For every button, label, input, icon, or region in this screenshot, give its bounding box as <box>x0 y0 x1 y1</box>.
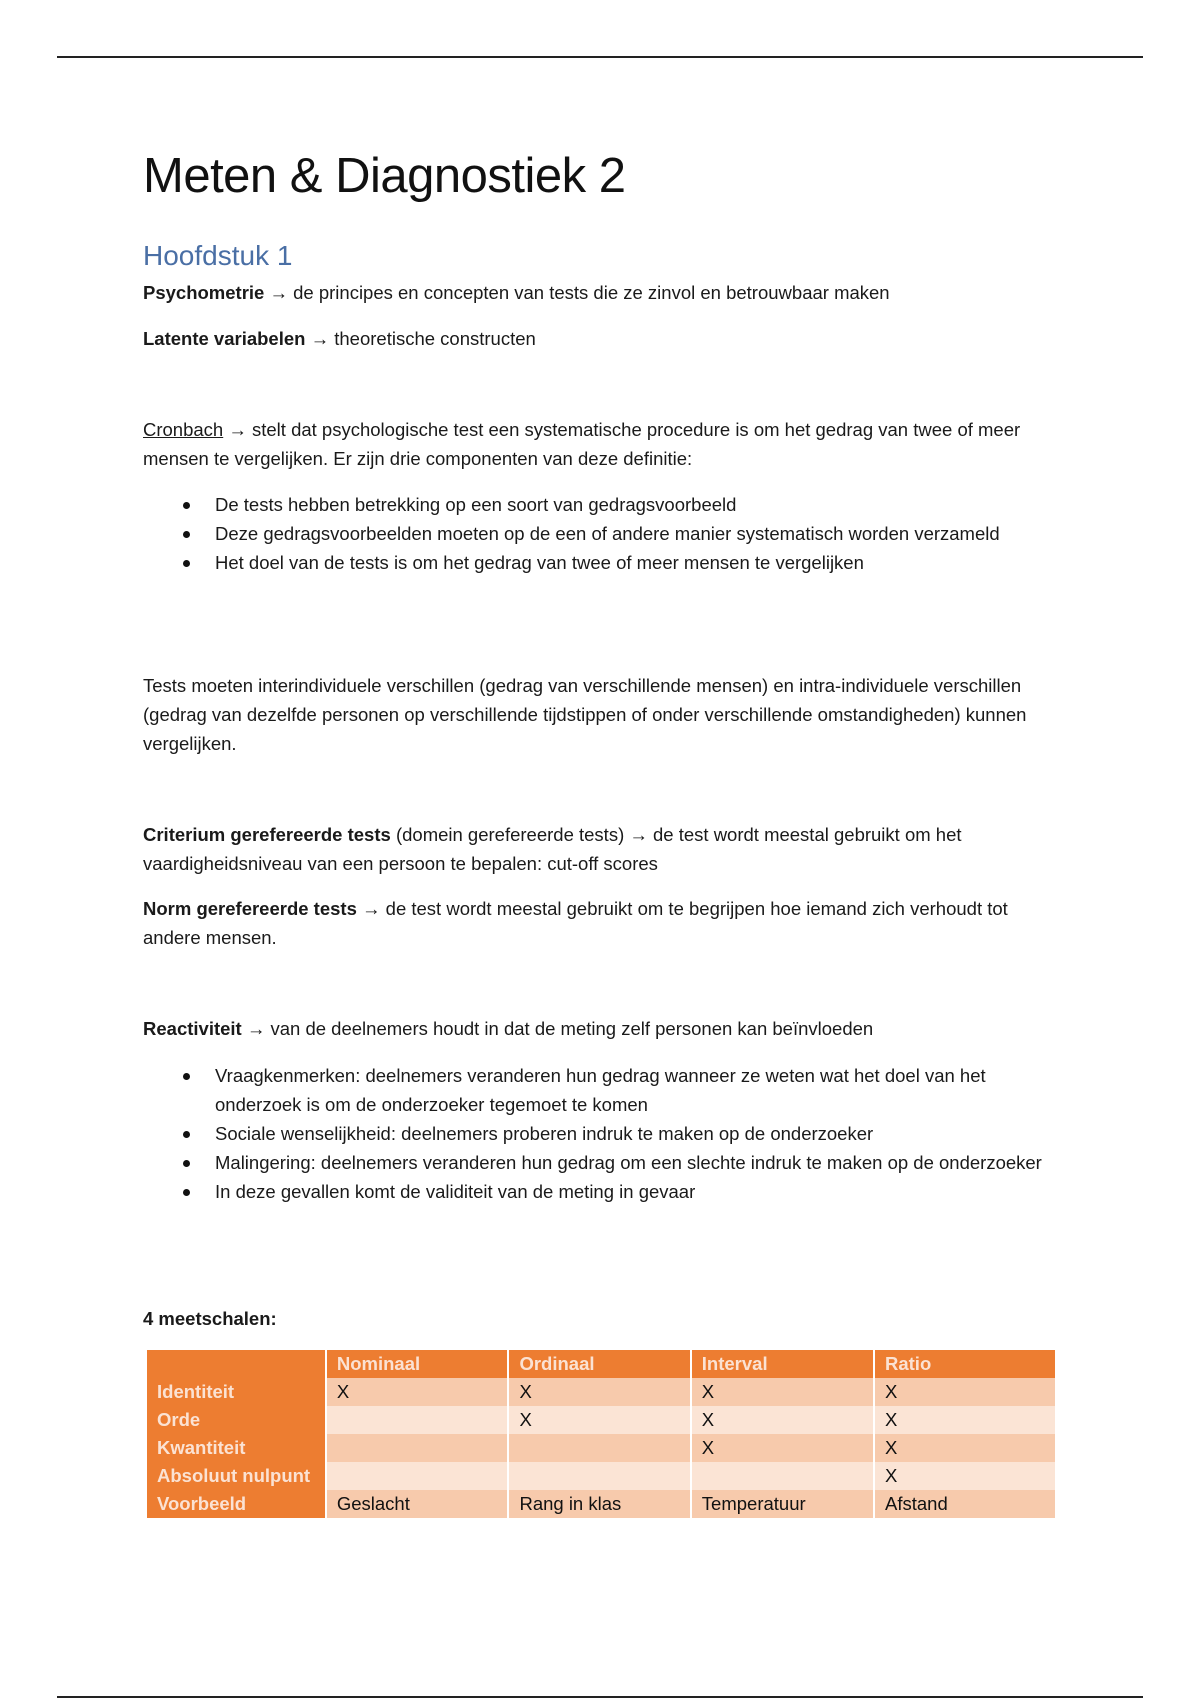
table-cell: X <box>875 1406 1055 1434</box>
table-cell: Temperatuur <box>692 1490 873 1518</box>
definition-text: van de deelnemers houdt in dat de meting zelf personen kan beïnvloeden <box>270 1018 874 1039</box>
row-label: Kwantiteit <box>147 1434 325 1462</box>
table-row <box>147 1406 1055 1434</box>
table-cell: X <box>327 1378 508 1406</box>
table-cell <box>509 1462 689 1490</box>
document-title: Meten & Diagnostiek 2 <box>143 149 626 203</box>
table-header-cell: Ratio <box>875 1350 1055 1378</box>
table-cell: X <box>692 1378 873 1406</box>
table-cell: X <box>692 1434 873 1462</box>
table-cell: X <box>875 1378 1055 1406</box>
table-header-cell: Interval <box>692 1350 873 1378</box>
table-cell: X <box>509 1378 689 1406</box>
list-item: Het doel van de tests is om het gedrag van twee of meer mensen te vergelijken <box>143 548 1058 577</box>
table-cell: X <box>509 1406 689 1434</box>
arrow-icon: → <box>629 824 648 845</box>
table-cell: X <box>875 1462 1055 1490</box>
table-cell <box>327 1434 508 1462</box>
arrow-icon: → <box>310 328 330 349</box>
list-item: Sociale wenselijkheid: deelnemers proberen indruk te maken op de onderzoeker <box>143 1119 1058 1148</box>
chapter-heading: Hoofdstuk 1 <box>143 240 293 271</box>
definition-reactiviteit <box>143 1014 1058 1043</box>
definition-text: de principes en concepten van tests die ze zinvol en betrouwbaar maken <box>293 282 890 303</box>
scales-heading-text: 4 meetschalen: <box>143 1308 277 1329</box>
arrow-icon: → <box>269 282 288 303</box>
arrow-icon: → <box>228 419 247 440</box>
term: Criterium gerefereerde tests <box>143 824 391 845</box>
term-aside: (domein gerefereerde tests) <box>395 824 625 845</box>
cronbach-paragraph <box>143 415 1058 473</box>
row-label: Voorbeeld <box>147 1490 325 1518</box>
term: Cronbach <box>143 419 224 440</box>
list-item: De tests hebben betrekking op een soort van gedragsvoorbeeld <box>143 490 1058 519</box>
measurement-scales-table <box>145 1350 1057 1518</box>
table-cell <box>327 1406 508 1434</box>
list-item: Vraagkenmerken: deelnemers veranderen hun gedrag wanneer ze weten wat het doel van het onderzoek is om de onderzoeker tegemoet te komen <box>143 1061 1058 1119</box>
list-item: Deze gedragsvoorbeelden moeten op de een of andere manier systematisch worden verzameld <box>143 519 1058 548</box>
term: Reactiviteit <box>143 1018 242 1039</box>
table-cell: X <box>692 1406 873 1434</box>
scales-heading <box>143 1304 1058 1333</box>
page-bottom-rule <box>57 1696 1143 1698</box>
list-item: Malingering: deelnemers veranderen hun gedrag om een slechte indruk te maken op de onderzoeker <box>143 1148 1058 1177</box>
table-cell: X <box>875 1434 1055 1462</box>
list-item: In deze gevallen komt de validiteit van de meting in gevaar <box>143 1177 1058 1206</box>
reactiviteit-bullet-list <box>143 1061 1058 1206</box>
table-header-cell: Nominaal <box>327 1350 508 1378</box>
table-row <box>147 1462 1055 1490</box>
definition-psychometrie <box>143 278 1058 307</box>
row-label: Identiteit <box>147 1378 325 1406</box>
definition-latente-variabelen <box>143 324 1058 353</box>
row-label: Absoluut nulpunt <box>147 1462 325 1490</box>
table-cell: Afstand <box>875 1490 1055 1518</box>
row-label: Orde <box>147 1406 325 1434</box>
arrow-icon: → <box>246 1018 266 1039</box>
table-row <box>147 1378 1055 1406</box>
term: Latente variabelen <box>143 328 306 349</box>
page-top-rule <box>57 56 1143 58</box>
tests-paragraph: Tests moeten interindividuele verschillen (gedrag van verschillende mensen) en intra-individuele verschillen (gedrag van dezelfde personen op verschillende tijdstippen of onder verschillende omstandigheden) kunnen vergelijken. <box>143 675 1027 754</box>
definition-criterium <box>143 820 1058 878</box>
table-header-cell: Ordinaal <box>509 1350 689 1378</box>
table-cell <box>509 1434 689 1462</box>
table-cell: Geslacht <box>327 1490 508 1518</box>
table-header-cell <box>147 1350 325 1378</box>
table-row <box>147 1490 1055 1518</box>
cronbach-bullet-list <box>143 490 1058 577</box>
paragraph-text: stelt dat psychologische test een systematische procedure is om het gedrag van twee of meer mensen te vergelijken. Er zijn drie componenten van deze definitie: <box>143 419 1021 469</box>
definition-text: de test wordt meestal gebruikt om te begrijpen hoe iemand zich verhoudt tot andere mensen. <box>143 898 1008 948</box>
definition-text: de test wordt meestal gebruikt om het vaardigheidsniveau van een persoon te bepalen: cut-off scores <box>143 824 962 874</box>
table-header-row <box>147 1350 1055 1378</box>
table-cell: Rang in klas <box>509 1490 689 1518</box>
definition-text: theoretische constructen <box>334 328 536 349</box>
table-cell <box>692 1462 873 1490</box>
table-row <box>147 1434 1055 1462</box>
table-cell <box>327 1462 508 1490</box>
definition-norm <box>143 894 1058 952</box>
arrow-icon: → <box>362 898 381 919</box>
term: Norm gerefereerde tests <box>143 898 357 919</box>
term: Psychometrie <box>143 282 265 303</box>
